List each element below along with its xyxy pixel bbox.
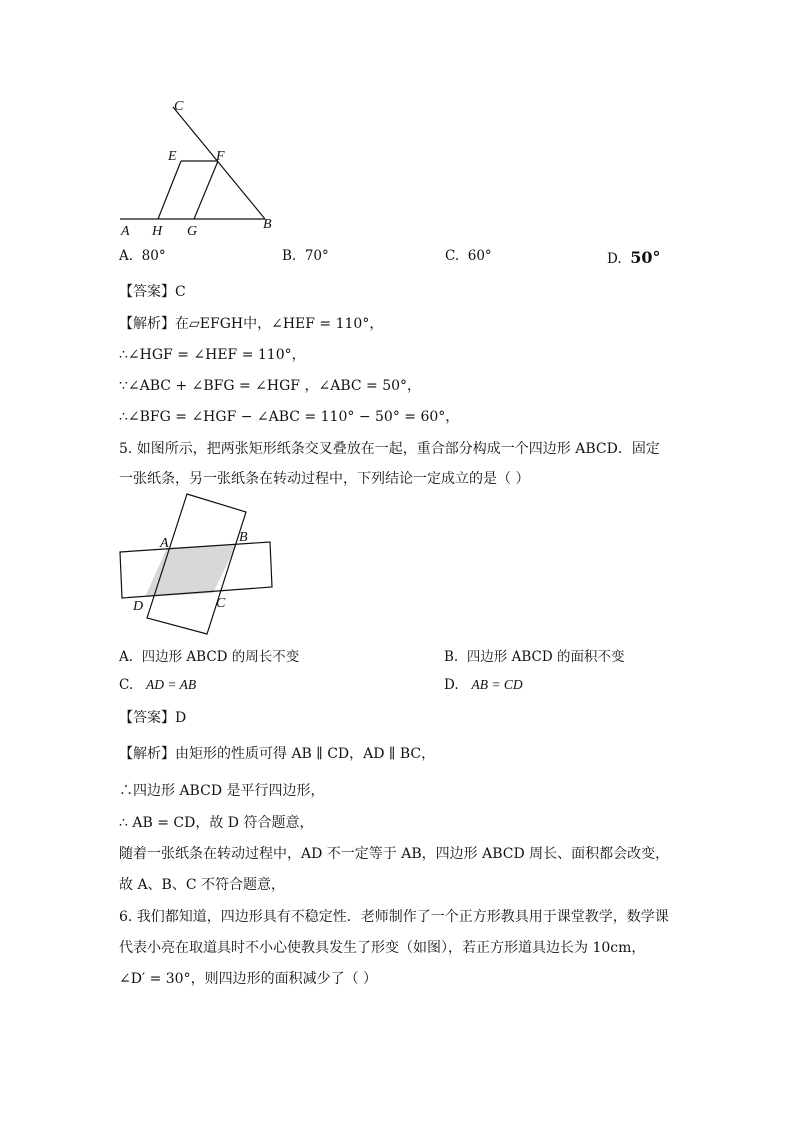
shaded-quadrilateral-abcd (145, 544, 237, 597)
label-g: G (187, 224, 198, 239)
q5-answer: 【答案】D (119, 710, 187, 726)
label-a2: A (160, 536, 169, 551)
q5-stem-line-1: 5. 如图所示，把两张矩形纸条交叉叠放在一起，重合部分构成一个四边形 ABCD．固定 (119, 441, 660, 457)
label-f: F (216, 149, 225, 164)
q4-option-a: A. 80° (119, 248, 166, 264)
label-e: E (168, 149, 177, 164)
q6-stem-line-3: ∠D′ = 30°，则四边形的面积减少了（ ） (119, 971, 378, 987)
q4-answer: 【答案】C (119, 284, 186, 300)
q4-analysis-line-3: ∵∠ABC + ∠BFG = ∠HGF ，∠ABC = 50°， (119, 378, 422, 394)
q5-analysis-line-2: ∴四边形 ABCD 是平行四边形， (119, 783, 325, 799)
q5-option-b: B. 四边形 ABCD 的面积不变 (444, 649, 625, 665)
q6-stem-line-1: 6. 我们都知道，四边形具有不稳定性．老师制作了一个正方形教具用于课堂教学，数学课 (119, 909, 669, 925)
segment-he (158, 161, 181, 219)
label-b2: B (239, 530, 248, 545)
q5-analysis-line-3: ∴ AB = CD，故 D 符合题意， (119, 815, 314, 831)
segment-gf (194, 161, 218, 219)
q4-analysis-line-2: ∴∠HGF = ∠HEF = 110°， (119, 347, 306, 363)
label-d2: D (133, 599, 144, 614)
q5-stem-line-2: 一张纸条，另一张纸条在转动过程中，下列结论一定成立的是（ ） (119, 471, 530, 487)
label-b: B (263, 217, 272, 232)
q4-analysis-line-4: ∴∠BFG = ∠HGF − ∠ABC = 110° − 50° = 60°， (119, 409, 460, 425)
label-c: C (174, 99, 184, 114)
label-c2: C (216, 596, 226, 611)
q4-option-c: C. 60° (445, 248, 492, 264)
label-a: A (121, 224, 130, 239)
figure-parallelogram-efgh (110, 95, 290, 240)
q4-option-d: D. 50° (607, 248, 661, 267)
q5-analysis-line-5: 故 A、B、C 不符合题意， (119, 877, 286, 893)
figure-crossed-strips (115, 490, 280, 638)
label-h: H (152, 224, 163, 239)
q5-analysis-line-4: 随着一张纸条在转动过程中，AD 不一定等于 AB，四边形 ABCD 周长、面积都会改变， (119, 846, 670, 862)
q6-stem-line-2: 代表小亮在取道具时不小心使教具发生了形变（如图），若正方形道具边长为 10cm， (119, 940, 646, 956)
q5-analysis-line-1: 【解析】由矩形的性质可得 AB ∥ CD，AD ∥ BC， (119, 746, 436, 762)
q4-analysis-line-1: 【解析】在▱EFGH中，∠HEF = 110°， (119, 316, 384, 332)
q5-option-d: D. AB = CD (444, 677, 523, 693)
q5-option-a: A. 四边形 ABCD 的周长不变 (119, 649, 300, 665)
q5-option-c: C. AD = AB (119, 677, 197, 693)
q4-option-b: B. 70° (282, 248, 329, 264)
